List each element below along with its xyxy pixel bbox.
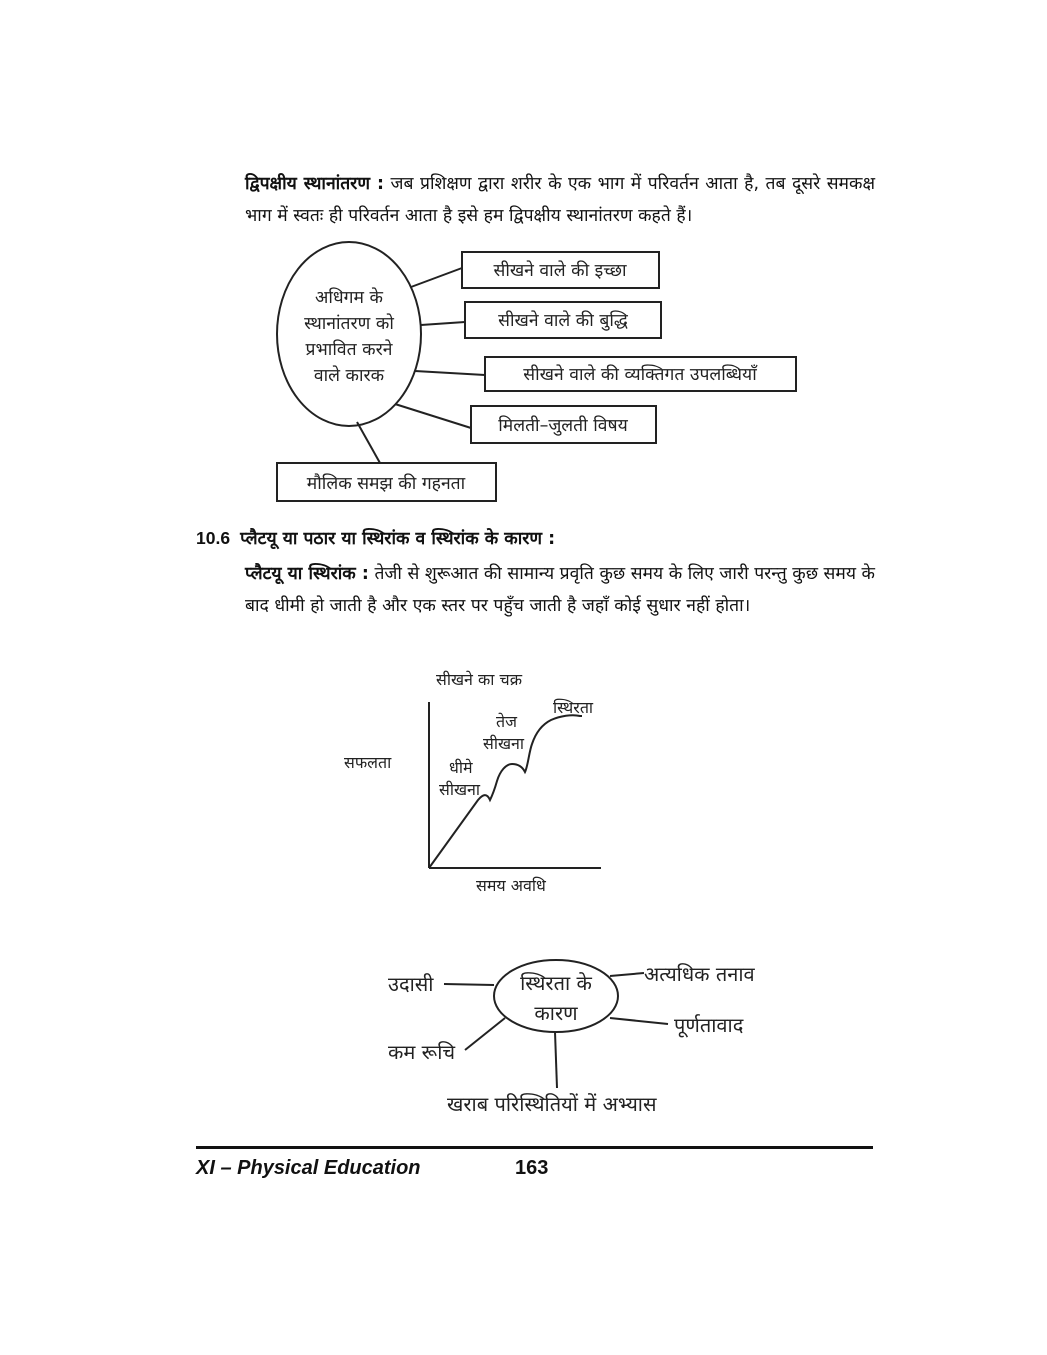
cause-label: अत्यधिक तनाव [644,962,755,986]
bilateral-transfer-term: द्विपक्षीय स्थानांतरण : [245,174,385,194]
factor-label: सीखने वाले की व्यक्तिगत उपलब्धियाँ [523,365,757,385]
bilateral-transfer-text: जब प्रशिक्षण द्वारा शरीर के एक भाग में परिवर्तन आता है, तब दूसरे समकक्ष भाग में स्वतः ही परिवर्तन आता है इसे हम द्विपक्षीय स्थानांतरण कहते हैं। [245,174,876,226]
transfer-factors-diagram [0,0,1047,520]
factors-center-line: स्थानांतरण को [304,314,394,334]
cause-label: खराब परिस्थितियों में अभ्यास [447,1092,657,1116]
connector-line [610,1018,668,1024]
factors-center-line: प्रभावित करने [305,340,393,360]
plateau-paragraph [245,558,875,622]
plateau-text: तेजी से शुरूआत की सामान्य प्रवृति कुछ समय के लिए जारी परन्तु कुछ समय के बाद धीमी हो जाती है और एक स्तर पर पहुँच जाती है जहाँ कोई सुधार नहीं होता। [245,564,875,616]
footer-divider [196,1146,873,1149]
cause-label: उदासी [388,972,434,996]
connector-line [444,984,494,985]
plateau-causes-diagram [360,940,780,1125]
fast-learning-label: तेज [496,712,517,731]
section-heading [196,526,555,550]
connector-line [555,1032,557,1088]
section-title: प्लैटयू या पठार या स्थिरांक व स्थिरांक के कारण : [240,529,556,549]
stability-label: स्थिरता [553,698,594,717]
connector-line [610,973,644,976]
section-number: 10.6 [196,528,231,548]
factor-label: मौलिक समझ की गहनता [306,474,466,494]
factors-center-line: अधिगम के [315,288,383,308]
learning-curve-graph [300,660,640,905]
connector-line [395,404,471,428]
slow-learning-label: सीखना [439,780,481,799]
plateau-term: प्लैटयू या स्थिरांक : [245,564,369,584]
connector-line [415,371,485,375]
page-number: 163 [515,1157,549,1179]
connector-line [421,322,465,325]
causes-center-line: कारण [534,1001,578,1025]
factors-center-ellipse [277,242,421,426]
factor-label: सीखने वाले की इच्छा [493,261,627,281]
fast-learning-label: सीखना [483,734,525,753]
factor-label: मिलती–जुलती विषय [498,416,628,436]
graph-ylabel: सफलता [344,753,392,772]
cause-label: कम रूचि [388,1040,456,1064]
connector-line [465,1018,505,1050]
connector-line [411,268,462,287]
cause-label: पूर्णतावाद [674,1013,744,1037]
factors-center-line: वाले कारक [313,366,385,386]
factor-label: सीखने वाले की बुद्धि [498,311,628,331]
connector-line [357,422,380,463]
graph-xlabel: समय अवधि [476,876,546,895]
graph-title: सीखने का चक्र [436,670,522,689]
slow-learning-label: धीमे [449,758,473,777]
causes-center-line: स्थिरता के [520,971,592,995]
footer-book-title: XI – Physical Education [196,1157,421,1179]
